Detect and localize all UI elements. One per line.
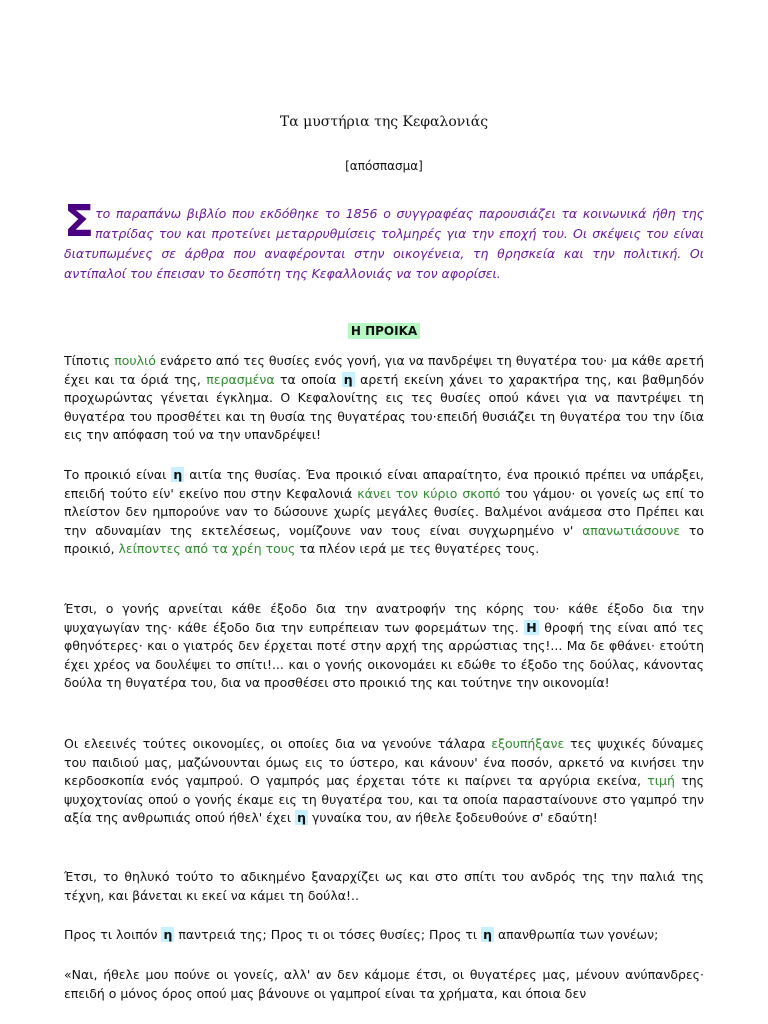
paragraph-4 bbox=[64, 735, 704, 828]
text-run: Έτσι, το θηλυκό τούτο το αδικημένο ξαναρχίζει ως και στο σπίτι του ανδρός της την παλιά της τέχνη, και βάνεται κι εκεί να κάμει τη δούλα!.. bbox=[64, 869, 704, 903]
text-run: Τίποτις bbox=[64, 353, 115, 368]
text-run: του γάμου· οι γονείς ως επί το πλείστον δεν ημπορούνε ναν το δώσουνε χωρίς μεγάλες θυσίες. Βαλμένοι ανάμεσα στο Πρέπει και την αδυναμίαν της εκτελέσεως, νομίζουνε ναν τους είναι συγχωρημένο ν' bbox=[64, 485, 704, 538]
text-run: Προς τι λοιπόν bbox=[64, 927, 162, 942]
text-run: «Ναι, ήθελε μου πούνε οι γονείς, αλλ' αν δεν κάμομε έτσι, οι θυγατέρες μας, μένουν ανύπανδρες· επειδή ο μόνος όρος οπού μας βάνουνε οι γαμπροί είναι τα χρήματα, και όποια δεν bbox=[64, 967, 704, 1001]
text-run: Έτσι, ο γονής αρνείται κάθε έξοδο δια την ανατροφήν της κόρης του· κάθε έξοδο δια την ψυχαγωγίαν της· κάθε έξοδο δια την ευπρέπειαν των φορεμάτων της. bbox=[64, 601, 704, 635]
article-highlight: η bbox=[297, 810, 306, 826]
highlighted-word: περασμένα bbox=[206, 371, 275, 387]
paragraph-7 bbox=[64, 966, 704, 1003]
highlighted-word: τιμή bbox=[647, 773, 675, 789]
text-run: τα οποία bbox=[274, 371, 342, 387]
text-run: απανθρωπία των γονέων; bbox=[493, 927, 659, 942]
paragraph-5 bbox=[64, 868, 704, 905]
text-run: ενάρετο από τες θυσίες ενός γονή, για να πανδρέψει τη θυγατέρα του· μα κάθε αρετή έχει και τα όριά της, bbox=[64, 353, 704, 387]
paragraph-1 bbox=[64, 352, 704, 445]
text-run: το προικιό, bbox=[64, 522, 704, 557]
highlighted-phrase: κάνει τον κύριο σκοπό bbox=[357, 485, 501, 501]
text-run: παντρειά της; Προς τι οι τόσες θυσίες; Προς τι bbox=[174, 927, 482, 942]
text-run: τα πλέον ιερά με τες θυγατέρες τους. bbox=[295, 541, 540, 557]
intro-paragraph bbox=[64, 196, 704, 284]
highlighted-word: απανωτιάσουνε bbox=[582, 522, 681, 538]
text-run: αρετή εκείνη χάνει το χαρακτήρα της, και βαθμηδόν προχωρώντας γένεται έγκλημα. Ο Κεφαλονίτης εις τες θυσίες οπού κάνει για να παντρέψει τη θυγατέρα του προσθέτει και τη θυσία της θυγατέρας του·επειδή θυσιάζει τη θυγατέρα του την ίδια εις την απόφαση τού να την υπανδρέψει! bbox=[64, 371, 704, 443]
article-highlight: η bbox=[163, 927, 173, 942]
article-highlight: η bbox=[483, 927, 492, 942]
text-run: Οι ελεεινές τούτες οικονομίες, οι οποίες δια να γενούνε τάλαρα bbox=[64, 736, 492, 751]
document-title: Τα μυστήρια της Κεφαλονιάς bbox=[279, 114, 489, 130]
highlighted-phrase: λείποντες από τα χρέη τους bbox=[118, 541, 296, 557]
section-heading bbox=[0, 320, 768, 339]
article-highlight: η bbox=[173, 467, 183, 482]
text-run: της ψυχοχτονίας οπού ο γονής έκαμε εις τη θυγατέρα του, και τα οποία παρασταίνουνε στο γαμπρό την αξία της ανθρωπιάς οπού ήθελ' έχει bbox=[64, 773, 704, 826]
paragraph-3 bbox=[64, 600, 704, 693]
intro-text: το παραπάνω βιβλίο που εκδόθηκε το 1856 ο συγγραφέας παρουσιάζει τα κοινωνικά ήθη της πατρίδας του και προτείνει μεταρρυθμίσεις τολμηρές για την εποχή του. Οι σκέψεις του είναι διατυπωμένες σε άρθρα που αναφέρονται στην οικογένεια, τη θρησκεία και την πολιτική. Οι αντίπαλοί του έπεισαν το δεσπότη της Κεφαλλονιάς να τον αφορίσει. bbox=[64, 206, 704, 281]
highlighted-word: εξουπήξανε bbox=[491, 736, 565, 751]
text-run: Το προικιό είναι bbox=[64, 467, 172, 482]
paragraph-6 bbox=[64, 926, 704, 945]
highlighted-word: πουλιό bbox=[114, 353, 156, 368]
drop-cap: Σ bbox=[64, 196, 95, 247]
text-run: αιτία της θυσίας. Ένα προικιό είναι απαραίτητο, ένα προικιό πρέπει να υπάρξει, επειδή τούτο είν' εκείνο που στην Κεφαλονιά bbox=[64, 467, 704, 501]
text-run: τες ψυχικές δύναμες του παιδιού μας, μαζώνουνται όμως εις το ύστερο, και κάνουν' ένα ποσόν, αρκετό να κινήσει την κερδοσκοπία ενός γαμπρού. Ο γαμπρός μας έρχεται τότε κι παίρνει τα αργύρια εκείνα, bbox=[64, 736, 704, 789]
article-highlight: η bbox=[343, 371, 353, 387]
text-run: θροφή της είναι από τες φθηνότερες· και ο γιατρός δεν έρχεται ποτέ στην αρχή της αρρώστιας της!... Μα δε φθάνει· ετούτη έχει χρέος να δουλέψει το σπίτι!... και ο γονής οικονομάει κι εδώθε το έξοδο της δούλας, κάνοντας δούλα τη θυγατέρα του, δια να προσθέσει στο προικιό της και τούτηνε την οικονομία! bbox=[64, 619, 704, 691]
text-run: γυναίκα του, αν ήθελε ξοδευθούνε σ' εδαύτη! bbox=[308, 810, 598, 826]
document-subtitle: [απόσπασμα] bbox=[345, 159, 423, 173]
article-highlight: Η bbox=[526, 619, 537, 635]
section-heading-label: Η ΠΡΟΙΚΑ bbox=[348, 323, 420, 339]
paragraph-2 bbox=[64, 466, 704, 559]
